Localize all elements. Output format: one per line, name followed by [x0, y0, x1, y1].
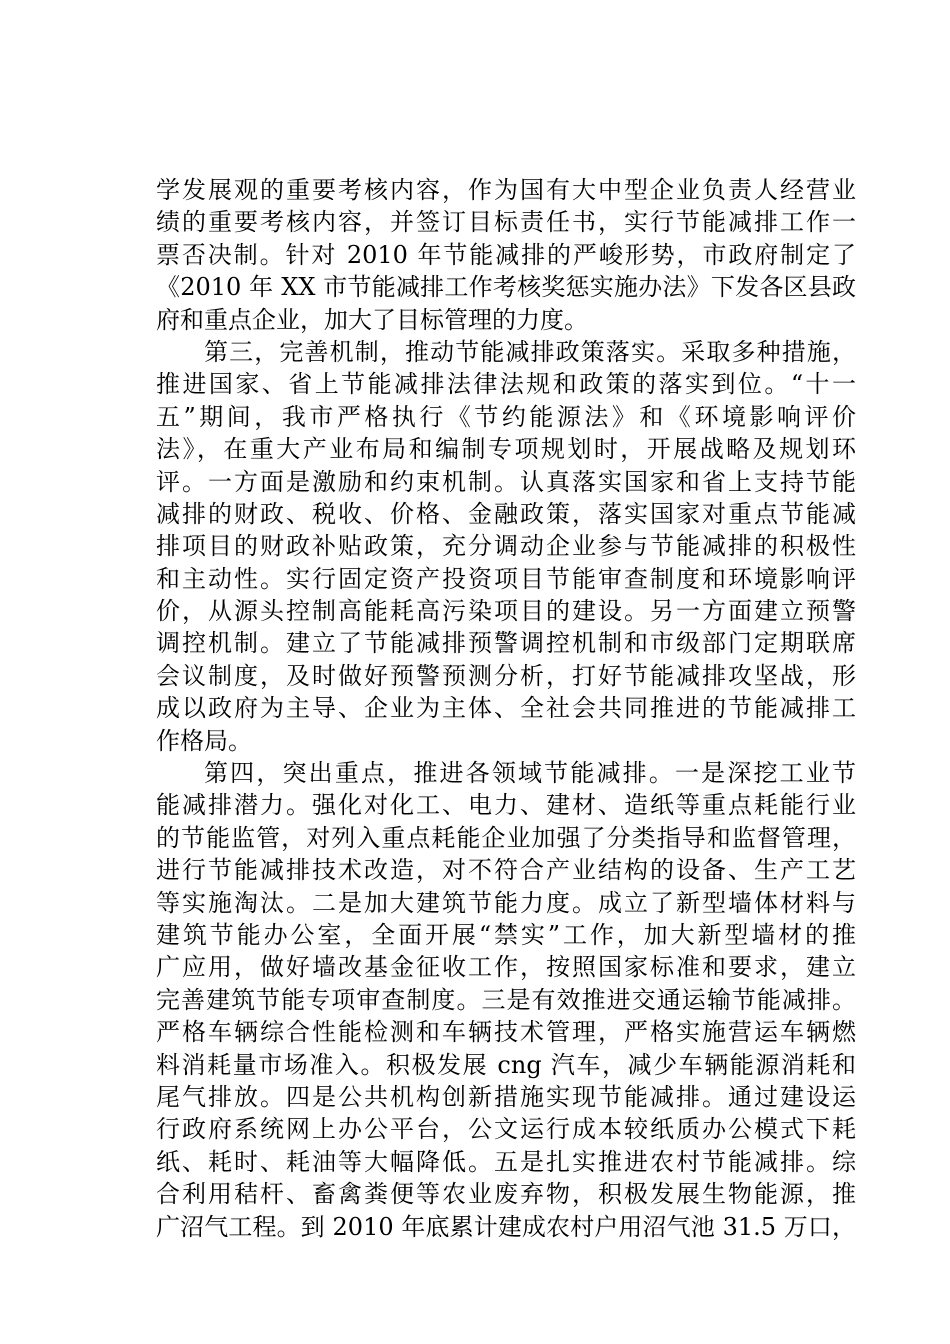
p2-line-4: 法》，在重大产业布局和编制专项规划时，开展战略及规划环: [156, 435, 856, 464]
p2-line-5: 评。一方面是激励和约束机制。认真落实国家和省上支持节能: [156, 467, 856, 496]
p3-line-8: 完善建筑节能专项审查制度。三是有效推进交通运输节能减排。: [156, 985, 856, 1014]
p2-line-6: 减排的财政、税收、价格、金融政策，落实国家对重点节能减: [156, 499, 856, 528]
p2-line-12: 成以政府为主导、企业为主体、全社会共同推进的节能减排工: [156, 694, 856, 723]
p1-line-2: 绩的重要考核内容，并签订目标责任书，实行节能减排工作一: [156, 208, 856, 237]
p1-line-1: 学发展观的重要考核内容，作为国有大中型企业负责人经营业: [156, 176, 856, 204]
p3-line-9: 严格车辆综合性能检测和车辆技术管理，严格实施营运车辆燃: [156, 1018, 856, 1047]
p2-line-2: 推进国家、省上节能减排法律法规和政策的落实到位。“十一: [156, 370, 856, 399]
p1-line-4: 《2010 年 XX 市节能减排工作考核奖惩实施办法》下发各区县政: [156, 273, 856, 302]
p3-line-1: 第四，突出重点，推进各领域节能减排。一是深挖工业节: [204, 759, 856, 788]
p2-line-10: 调控机制。建立了节能减排预警调控机制和市级部门定期联席: [156, 629, 856, 658]
p2-line-3: 五”期间，我市严格执行《节约能源法》和《环境影响评价: [156, 402, 856, 431]
p3-line-3: 的节能监管，对列入重点耗能企业加强了分类指导和监督管理，: [156, 823, 856, 852]
p2-line-13: 作格局。: [156, 726, 252, 755]
p3-line-2: 能减排潜力。强化对化工、电力、建材、造纸等重点耗能行业: [156, 791, 856, 820]
p3-line-7: 广应用，做好墙改基金征收工作，按照国家标准和要求，建立: [156, 953, 856, 982]
p2-line-7: 排项目的财政补贴政策，充分调动企业参与节能减排的积极性: [156, 532, 856, 561]
p2-line-8: 和主动性。实行固定资产投资项目节能审查制度和环境影响评: [156, 564, 856, 593]
p3-line-10: 料消耗量市场准入。积极发展 cng 汽车，减少车辆能源消耗和: [156, 1050, 856, 1079]
p1-line-5: 府和重点企业，加大了目标管理的力度。: [156, 305, 588, 334]
p3-line-15: 广沼气工程。到 2010 年底累计建成农村户用沼气池 31.5 万口，: [156, 1212, 856, 1241]
p3-line-11: 尾气排放。四是公共机构创新措施实现节能减排。通过建设运: [156, 1082, 856, 1111]
p3-line-12: 行政府系统网上办公平台，公文运行成本较纸质办公模式下耗: [156, 1115, 856, 1144]
document-body: [156, 174, 856, 1243]
p2-line-11: 会议制度，及时做好预警预测分析，打好节能减排攻坚战，形: [156, 661, 856, 690]
p3-line-5: 等实施淘汰。二是加大建筑节能力度。成立了新型墙体材料与: [156, 888, 856, 917]
p1-line-3: 票否决制。针对 2010 年节能减排的严峻形势，市政府制定了: [156, 240, 856, 269]
p2-line-1: 第三，完善机制，推动节能减排政策落实。采取多种措施，: [204, 337, 856, 366]
p3-line-13: 纸、耗时、耗油等大幅降低。五是扎实推进农村节能减排。综: [156, 1147, 856, 1176]
p3-line-14: 合利用秸杆、畜禽粪便等农业废弃物，积极发展生物能源，推: [156, 1180, 856, 1209]
p3-line-6: 建筑节能办公室，全面开展“禁实”工作，加大新型墙材的推: [156, 920, 856, 949]
p2-line-9: 价，从源头控制高能耗高污染项目的建设。另一方面建立预警: [156, 597, 856, 626]
p3-line-4: 进行节能减排技术改造，对不符合产业结构的设备、生产工艺: [156, 856, 856, 885]
